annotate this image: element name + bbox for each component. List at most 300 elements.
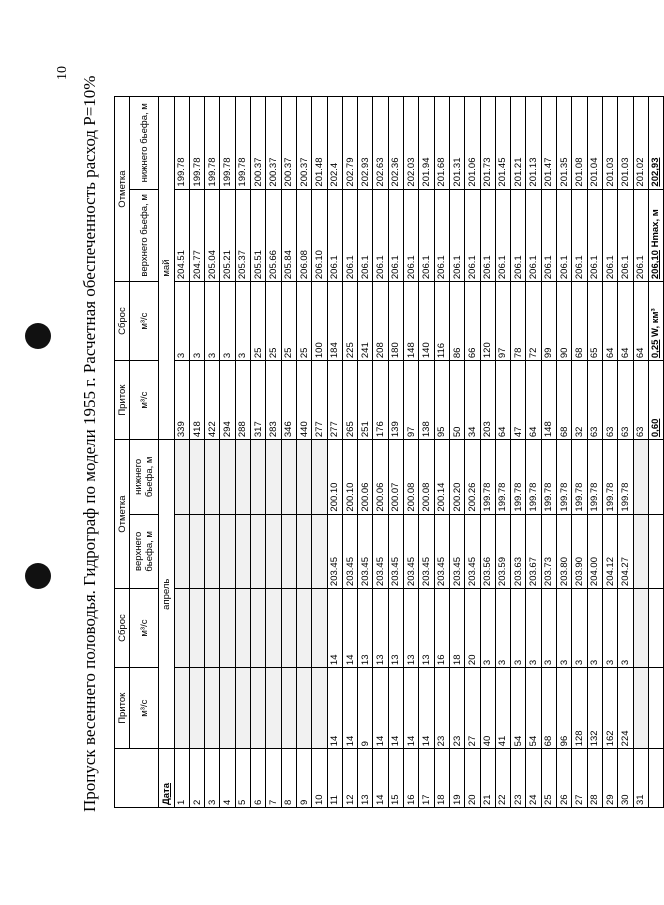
cell-discharge-may: 140 (419, 282, 434, 361)
cell-lower-april (205, 440, 220, 514)
summary-row (648, 97, 663, 808)
header-lower-may: нижнего бьефа, м (130, 97, 159, 190)
cell-inflow-april (189, 668, 204, 749)
table-row (572, 97, 587, 808)
cell-lower-april: 200.08 (419, 440, 434, 514)
cell-lower-april (312, 440, 327, 514)
cell-discharge-april: 16 (434, 589, 449, 668)
cell-inflow-may: 63 (602, 361, 617, 440)
table-row (296, 97, 311, 808)
cell-date: 21 (480, 749, 495, 808)
cell-discharge-april (312, 589, 327, 668)
cell-inflow-april: 14 (388, 668, 403, 749)
cell-date: 7 (266, 749, 281, 808)
cell-discharge-may: 180 (388, 282, 403, 361)
cell-discharge-may: 78 (511, 282, 526, 361)
table-row (174, 97, 189, 808)
cell-inflow-may: 34 (465, 361, 480, 440)
header-discharge-april: Сброс (115, 589, 130, 668)
table-row (557, 97, 572, 808)
page-number: 10 (55, 66, 70, 80)
cell-discharge-april: 3 (587, 589, 602, 668)
cell-lower-may: 202.79 (342, 97, 357, 190)
cell-discharge-may: 3 (220, 282, 235, 361)
cell-date: 19 (449, 749, 464, 808)
cell-date: 20 (465, 749, 480, 808)
cell-date: 12 (342, 749, 357, 808)
table-row (434, 97, 449, 808)
cell-upper-may: 206.1 (602, 189, 617, 282)
cell-discharge-april (296, 589, 311, 668)
table-row (205, 97, 220, 808)
cell-inflow-may: 64 (526, 361, 541, 440)
cell-lower-may: 202.63 (373, 97, 388, 190)
cell-upper-may: 205.21 (220, 189, 235, 282)
cell-upper-may: 206.1 (618, 189, 633, 282)
summary-blank-2 (648, 589, 663, 668)
cell-discharge-may: 25 (251, 282, 266, 361)
cell-date: 29 (602, 749, 617, 808)
cell-lower-may: 200.37 (251, 97, 266, 190)
month-may: май (159, 97, 174, 440)
cell-inflow-april (251, 668, 266, 749)
cell-date: 13 (358, 749, 373, 808)
cell-upper-may: 205.04 (205, 189, 220, 282)
cell-discharge-april: 3 (557, 589, 572, 668)
cell-upper-may: 206.1 (572, 189, 587, 282)
cell-discharge-may: 97 (495, 282, 510, 361)
cell-lower-april: 200.14 (434, 440, 449, 514)
cell-upper-may: 206.1 (557, 189, 572, 282)
cell-discharge-may: 184 (327, 282, 342, 361)
cell-date: 18 (434, 749, 449, 808)
cell-discharge-may: 3 (189, 282, 204, 361)
table-row (388, 97, 403, 808)
cell-lower-may: 201.73 (480, 97, 495, 190)
cell-lower-april: 199.78 (602, 440, 617, 514)
cell-inflow-may: 148 (541, 361, 556, 440)
cell-lower-may: 201.21 (511, 97, 526, 190)
table-row (541, 97, 556, 808)
cell-discharge-april (189, 589, 204, 668)
cell-inflow-may: 251 (358, 361, 373, 440)
cell-lower-april: 200.06 (373, 440, 388, 514)
cell-inflow-april: 96 (557, 668, 572, 749)
cell-inflow-april (235, 668, 250, 749)
cell-lower-april (251, 440, 266, 514)
cell-discharge-may: 120 (480, 282, 495, 361)
cell-discharge-april (174, 589, 189, 668)
cell-inflow-may: 418 (189, 361, 204, 440)
table-row (618, 97, 633, 808)
cell-inflow-april: 40 (480, 668, 495, 749)
cell-upper-april (266, 514, 281, 588)
cell-upper-may: 204.51 (174, 189, 189, 282)
cell-discharge-may: 148 (404, 282, 419, 361)
cell-upper-april: 203.59 (495, 514, 510, 588)
cell-inflow-april: 14 (373, 668, 388, 749)
cell-lower-april: 200.20 (449, 440, 464, 514)
cell-upper-april: 203.56 (480, 514, 495, 588)
cell-inflow-april: 41 (495, 668, 510, 749)
header-level-april: Отметка (115, 440, 130, 589)
cell-date: 28 (587, 749, 602, 808)
cell-discharge-may: 25 (296, 282, 311, 361)
cell-discharge-april: 3 (541, 589, 556, 668)
cell-lower-may: 201.94 (419, 97, 434, 190)
cell-discharge-may: 25 (281, 282, 296, 361)
cell-lower-april: 200.10 (327, 440, 342, 514)
cell-inflow-april: 14 (327, 668, 342, 749)
cell-lower-may: 201.06 (465, 97, 480, 190)
cell-inflow-may: 63 (618, 361, 633, 440)
cell-lower-may: 201.68 (434, 97, 449, 190)
cell-inflow-april: 68 (541, 668, 556, 749)
table-row (511, 97, 526, 808)
cell-discharge-april: 18 (449, 589, 464, 668)
cell-date: 30 (618, 749, 633, 808)
cell-upper-april: 203.73 (541, 514, 556, 588)
cell-date: 1 (174, 749, 189, 808)
cell-lower-april: 199.78 (572, 440, 587, 514)
cell-lower-may: 200.37 (281, 97, 296, 190)
cell-upper-april (281, 514, 296, 588)
month-april: апрель (159, 440, 174, 749)
cell-lower-april (266, 440, 281, 514)
header-unit-discharge-may: м³/с (130, 282, 159, 361)
cell-lower-may: 201.45 (495, 97, 510, 190)
cell-upper-april: 203.45 (373, 514, 388, 588)
cell-discharge-may: 3 (174, 282, 189, 361)
cell-lower-may: 201.04 (587, 97, 602, 190)
cell-inflow-may: 32 (572, 361, 587, 440)
cell-inflow-may: 277 (327, 361, 342, 440)
cell-discharge-april: 13 (388, 589, 403, 668)
cell-discharge-april: 3 (511, 589, 526, 668)
table-row (266, 97, 281, 808)
header-lower-april: нижнего бьефа, м (130, 440, 159, 514)
cell-discharge-april (251, 589, 266, 668)
cell-upper-april: 203.90 (572, 514, 587, 588)
cell-lower-may: 201.13 (526, 97, 541, 190)
cell-inflow-may: 176 (373, 361, 388, 440)
flood-table (114, 96, 664, 808)
header-unit-inflow-april: м³/с (130, 668, 159, 749)
cell-discharge-may: 241 (358, 282, 373, 361)
cell-discharge-april: 3 (618, 589, 633, 668)
cell-date: 15 (388, 749, 403, 808)
table-body (174, 97, 648, 808)
cell-lower-may: 201.47 (541, 97, 556, 190)
cell-lower-april: 199.78 (480, 440, 495, 514)
summary-w-label: W, км³ (650, 308, 662, 337)
table-row (235, 97, 250, 808)
cell-lower-may: 202.03 (404, 97, 419, 190)
cell-date: 22 (495, 749, 510, 808)
cell-date: 24 (526, 749, 541, 808)
cell-lower-april (189, 440, 204, 514)
header-date-blank (115, 749, 159, 808)
cell-upper-may: 206.1 (633, 189, 648, 282)
cell-discharge-april: 3 (495, 589, 510, 668)
summary-w-discharge: 0,25 (650, 339, 662, 359)
cell-lower-april: 199.78 (557, 440, 572, 514)
cell-upper-may: 206.08 (296, 189, 311, 282)
document-title: Пропуск весеннего половодья. Гидрограф по модели 1955 г. Расчетная обеспеченность расход P=10% (80, 75, 99, 812)
cell-discharge-may: 116 (434, 282, 449, 361)
cell-date: 3 (205, 749, 220, 808)
cell-discharge-april: 13 (419, 589, 434, 668)
cell-upper-april: 203.63 (511, 514, 526, 588)
cell-upper-april: 203.45 (465, 514, 480, 588)
cell-discharge-april: 3 (526, 589, 541, 668)
summary-h-cell (648, 189, 663, 282)
summary-w-inflow: 0,60 (648, 361, 663, 440)
cell-inflow-may: 63 (633, 361, 648, 440)
cell-lower-april: 200.06 (358, 440, 373, 514)
cell-date: 23 (511, 749, 526, 808)
cell-discharge-april: 14 (327, 589, 342, 668)
cell-lower-april: 199.78 (618, 440, 633, 514)
cell-upper-april (174, 514, 189, 588)
cell-upper-april: 203.45 (358, 514, 373, 588)
cell-inflow-may: 294 (220, 361, 235, 440)
cell-inflow-april (205, 668, 220, 749)
cell-date: 11 (327, 749, 342, 808)
table-row (587, 97, 602, 808)
cell-discharge-april (205, 589, 220, 668)
cell-upper-april (251, 514, 266, 588)
cell-inflow-may: 47 (511, 361, 526, 440)
cell-discharge-april: 13 (404, 589, 419, 668)
header-upper-may: верхнего бьефа, м (130, 189, 159, 282)
cell-upper-may: 206.1 (327, 189, 342, 282)
cell-lower-april: 200.26 (465, 440, 480, 514)
table-row (480, 97, 495, 808)
cell-lower-may: 200.37 (266, 97, 281, 190)
cell-lower-april (235, 440, 250, 514)
cell-date: 6 (251, 749, 266, 808)
cell-lower-april (281, 440, 296, 514)
table-row (602, 97, 617, 808)
cell-upper-may: 206.1 (495, 189, 510, 282)
cell-upper-may: 204.77 (189, 189, 204, 282)
summary-h-label: Hmax, м (650, 209, 662, 248)
cell-upper-may: 206.1 (526, 189, 541, 282)
cell-discharge-may: 90 (557, 282, 572, 361)
cell-lower-may: 199.78 (174, 97, 189, 190)
cell-lower-april (633, 440, 648, 514)
cell-discharge-april (235, 589, 250, 668)
cell-discharge-may: 3 (235, 282, 250, 361)
cell-inflow-april (174, 668, 189, 749)
cell-inflow-april (281, 668, 296, 749)
cell-upper-may: 206.1 (541, 189, 556, 282)
table-row (419, 97, 434, 808)
header-level-may: Отметка (115, 97, 130, 282)
cell-upper-april (312, 514, 327, 588)
cell-lower-april: 199.78 (511, 440, 526, 514)
cell-lower-may: 201.31 (449, 97, 464, 190)
cell-upper-may: 206.1 (342, 189, 357, 282)
cell-inflow-may: 139 (388, 361, 403, 440)
cell-upper-may: 206.1 (358, 189, 373, 282)
cell-upper-may: 205.84 (281, 189, 296, 282)
punch-hole-2 (25, 563, 51, 589)
cell-upper-may: 205.51 (251, 189, 266, 282)
cell-upper-april: 203.45 (434, 514, 449, 588)
cell-date: 17 (419, 749, 434, 808)
cell-lower-may: 201.48 (312, 97, 327, 190)
cell-inflow-may: 63 (587, 361, 602, 440)
cell-inflow-may: 346 (281, 361, 296, 440)
cell-discharge-april: 14 (342, 589, 357, 668)
cell-inflow-april: 224 (618, 668, 633, 749)
cell-upper-april (235, 514, 250, 588)
cell-lower-april: 199.78 (495, 440, 510, 514)
cell-lower-april: 199.78 (541, 440, 556, 514)
cell-lower-may: 199.78 (189, 97, 204, 190)
cell-inflow-may: 283 (266, 361, 281, 440)
cell-discharge-may: 100 (312, 282, 327, 361)
table-row (251, 97, 266, 808)
cell-upper-april: 204.12 (602, 514, 617, 588)
cell-lower-may: 199.78 (205, 97, 220, 190)
cell-discharge-may: 86 (449, 282, 464, 361)
cell-lower-april: 199.78 (587, 440, 602, 514)
cell-lower-may: 202.4 (327, 97, 342, 190)
cell-date: 26 (557, 749, 572, 808)
cell-discharge-may: 66 (465, 282, 480, 361)
cell-inflow-may: 440 (296, 361, 311, 440)
cell-upper-april (220, 514, 235, 588)
cell-upper-may: 206.1 (480, 189, 495, 282)
cell-upper-may: 206.1 (465, 189, 480, 282)
summary-blank-3 (648, 514, 663, 588)
cell-inflow-may: 422 (205, 361, 220, 440)
cell-discharge-april (281, 589, 296, 668)
cell-date: 27 (572, 749, 587, 808)
summary-w-cell (648, 282, 663, 361)
cell-upper-may: 206.1 (449, 189, 464, 282)
cell-upper-april: 203.67 (526, 514, 541, 588)
cell-inflow-april: 14 (404, 668, 419, 749)
cell-lower-may: 200.37 (296, 97, 311, 190)
cell-inflow-may: 95 (434, 361, 449, 440)
summary-h-lower: 202,93 (648, 97, 663, 190)
cell-lower-may: 201.03 (618, 97, 633, 190)
cell-upper-april: 203.45 (404, 514, 419, 588)
cell-discharge-may: 68 (572, 282, 587, 361)
cell-discharge-may: 208 (373, 282, 388, 361)
cell-discharge-april: 13 (373, 589, 388, 668)
cell-inflow-april: 14 (419, 668, 434, 749)
cell-discharge-april (633, 589, 648, 668)
cell-date: 2 (189, 749, 204, 808)
cell-date: 31 (633, 749, 648, 808)
cell-lower-april: 200.07 (388, 440, 403, 514)
table-row (526, 97, 541, 808)
header-inflow-april: Приток (115, 668, 130, 749)
cell-inflow-may: 50 (449, 361, 464, 440)
cell-inflow-april (633, 668, 648, 749)
table-row (189, 97, 204, 808)
cell-discharge-april (266, 589, 281, 668)
cell-upper-may: 205.66 (266, 189, 281, 282)
cell-inflow-april (296, 668, 311, 749)
cell-lower-may: 202.93 (358, 97, 373, 190)
table-row (358, 97, 373, 808)
cell-upper-april (189, 514, 204, 588)
cell-upper-may: 206.1 (404, 189, 419, 282)
cell-discharge-april: 3 (480, 589, 495, 668)
table-row (312, 97, 327, 808)
cell-upper-april (205, 514, 220, 588)
cell-lower-may: 201.02 (633, 97, 648, 190)
cell-inflow-april (312, 668, 327, 749)
cell-inflow-april: 54 (511, 668, 526, 749)
cell-inflow-april: 14 (342, 668, 357, 749)
header-date-label: Дата (159, 749, 174, 808)
cell-date: 5 (235, 749, 250, 808)
cell-upper-april: 203.45 (419, 514, 434, 588)
cell-upper-may: 206.1 (373, 189, 388, 282)
cell-upper-april: 204.27 (618, 514, 633, 588)
header-inflow-may: Приток (115, 361, 130, 440)
table-row (220, 97, 235, 808)
cell-lower-april (174, 440, 189, 514)
cell-lower-april (296, 440, 311, 514)
flood-table-container (114, 96, 662, 808)
cell-upper-may: 206.1 (511, 189, 526, 282)
cell-upper-april: 203.45 (327, 514, 342, 588)
header-unit-inflow-may: м³/с (130, 361, 159, 440)
cell-discharge-april (220, 589, 235, 668)
table-row (327, 97, 342, 808)
cell-discharge-may: 64 (618, 282, 633, 361)
cell-date: 9 (296, 749, 311, 808)
cell-discharge-may: 25 (266, 282, 281, 361)
cell-upper-may: 205.37 (235, 189, 250, 282)
cell-upper-april: 203.80 (557, 514, 572, 588)
cell-discharge-april: 3 (572, 589, 587, 668)
cell-discharge-may: 65 (587, 282, 602, 361)
cell-lower-may: 199.78 (235, 97, 250, 190)
cell-inflow-may: 64 (495, 361, 510, 440)
cell-lower-may: 201.35 (557, 97, 572, 190)
cell-inflow-april: 128 (572, 668, 587, 749)
cell-inflow-april: 23 (449, 668, 464, 749)
cell-inflow-may: 317 (251, 361, 266, 440)
cell-discharge-may: 72 (526, 282, 541, 361)
cell-upper-may: 206.1 (587, 189, 602, 282)
table-row (465, 97, 480, 808)
table-row (633, 97, 648, 808)
cell-inflow-may: 138 (419, 361, 434, 440)
cell-discharge-april: 20 (465, 589, 480, 668)
cell-inflow-may: 277 (312, 361, 327, 440)
cell-upper-may: 206.10 (312, 189, 327, 282)
cell-inflow-april: 54 (526, 668, 541, 749)
cell-discharge-may: 99 (541, 282, 556, 361)
cell-inflow-april: 23 (434, 668, 449, 749)
cell-inflow-may: 68 (557, 361, 572, 440)
cell-lower-may: 199.78 (220, 97, 235, 190)
cell-lower-may: 202.36 (388, 97, 403, 190)
table-row (404, 97, 419, 808)
cell-inflow-may: 265 (342, 361, 357, 440)
summary-blank-1 (648, 668, 663, 749)
